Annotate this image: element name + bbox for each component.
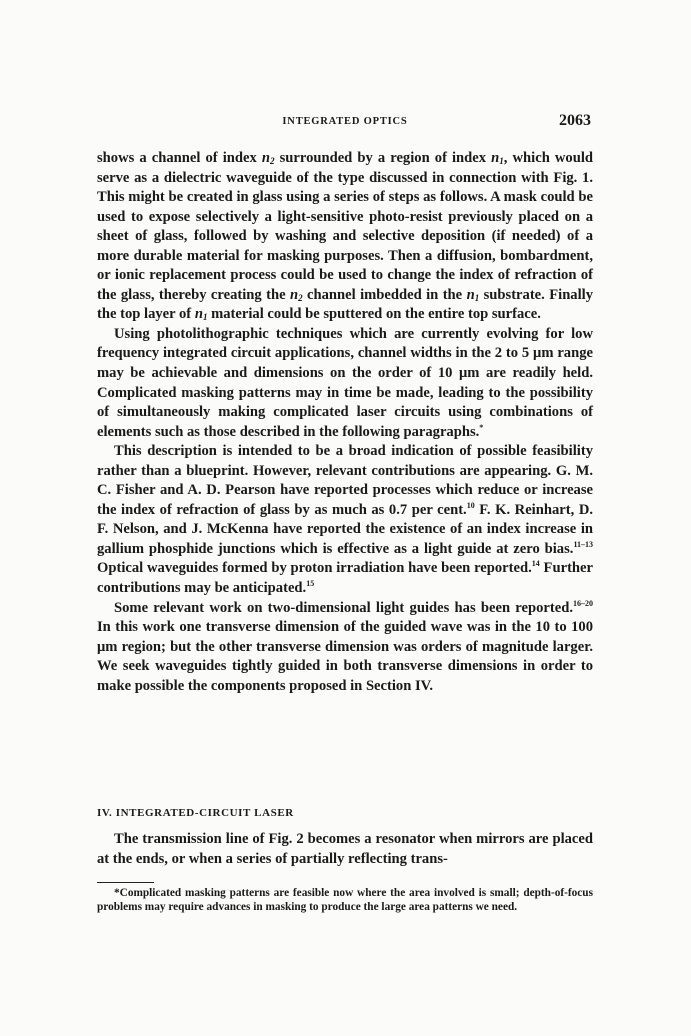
section-heading: IV. INTEGRATED-CIRCUIT LASER — [97, 807, 294, 819]
unit-micron: μm — [458, 365, 480, 382]
index-symbol: $n_2$ — [261, 150, 275, 166]
footnote-text: Complicated masking patterns are feasible now where the area involved is small; depth-of-focus problems may require advances in masking to produce the large area patterns we need. — [97, 887, 593, 914]
footnote — [97, 886, 593, 915]
body-text — [97, 149, 593, 696]
paragraph-1: shows a channel of index $n_2$ surrounded by a region of index $n_1$, which would serve as a dielectric waveguide of the type discussed in connection with Fig. 1. This might be created in glass using a series of steps as follows. A mask could be used to expose selectively a light-sensitive photo-resist previously placed on a sheet of glass, followed by washing and selective deposition (if needed) of a more durable material for masking purposes. Then a diffusion, bombardment, or ionic replacement process could be used to change the index of refraction of the glass, thereby creating the $n_2$ channel imbedded in the $n_1$ substrate. Finally the top layer of $n_1$ material could be sputtered on the entire top surface. — [97, 150, 594, 323]
reference-marker: 16–20 — [573, 598, 593, 608]
unit-micron: μm — [533, 345, 554, 362]
footnote-rule — [97, 882, 154, 883]
reference-marker: 14 — [531, 559, 540, 569]
reference-marker: 11–13 — [573, 539, 593, 549]
section-body — [97, 830, 593, 869]
running-title: INTEGRATED OPTICS — [282, 116, 408, 127]
footnote-paragraph — [97, 886, 593, 915]
footnote-marker: * — [479, 422, 484, 432]
index-symbol: $n_1$ — [491, 150, 504, 166]
reference-marker: 15 — [306, 579, 315, 589]
paragraph-2: Using photolithographic techniques which are currently evolving for low frequency integrated circuit applications, channel widths in the 2 to 5 μm range may be achievable and dimensions on the order of 10 μm are readily held. Complicated masking patterns may in time be made, leading to the possibility of simultaneously making complicated laser circuits using combinations of elements such as those described in the following paragraphs.* — [97, 325, 593, 440]
paragraph-3: This description is intended to be a broad indication of possible feasibility rather than a blueprint. However, relevant contributions are appearing. G. M. C. Fisher and A. D. Pearson have reported processes which reduce or increase the index of refraction of glass by as much as 0.7 per cent.$^{10}$ F. K. Reinhart, D. F. Nelson, and J. McKenna have reported the existence of an index increase in gallium phosphide junctions which is effective as a light guide at zero bias.$^{11-13}$ Optical waveguides formed by proton irradiation have been reported.$^{14}$ Further contributions may be anticipated.$^{15}$ — [97, 443, 594, 597]
paragraph-4: Some relevant work on two-dimensional light guides has been reported.$^{16-20}$ In this work one transverse dimension of the guided wave was in the 10 to 100 μm region; but the other transverse dimension was orders of magnitude larger. We seek waveguides tightly guided in both transverse dimensions in order to make possible the components proposed in Section IV. — [97, 598, 593, 694]
index-symbol: $n_2$ — [289, 286, 303, 303]
reference-marker: 10 — [466, 500, 475, 510]
index-symbol: $n_1$ — [194, 306, 208, 323]
section-paragraph: The transmission line of Fig. 2 becomes a resonator when mirrors are placed at the ends, or when a series of partially reflecting trans- — [97, 831, 593, 867]
unit-micron: μm — [97, 638, 118, 655]
index-symbol: $n_1$ — [466, 286, 480, 303]
page-number: 2063 — [559, 112, 591, 129]
footnote-marker: * — [114, 887, 120, 899]
running-head — [97, 112, 593, 134]
